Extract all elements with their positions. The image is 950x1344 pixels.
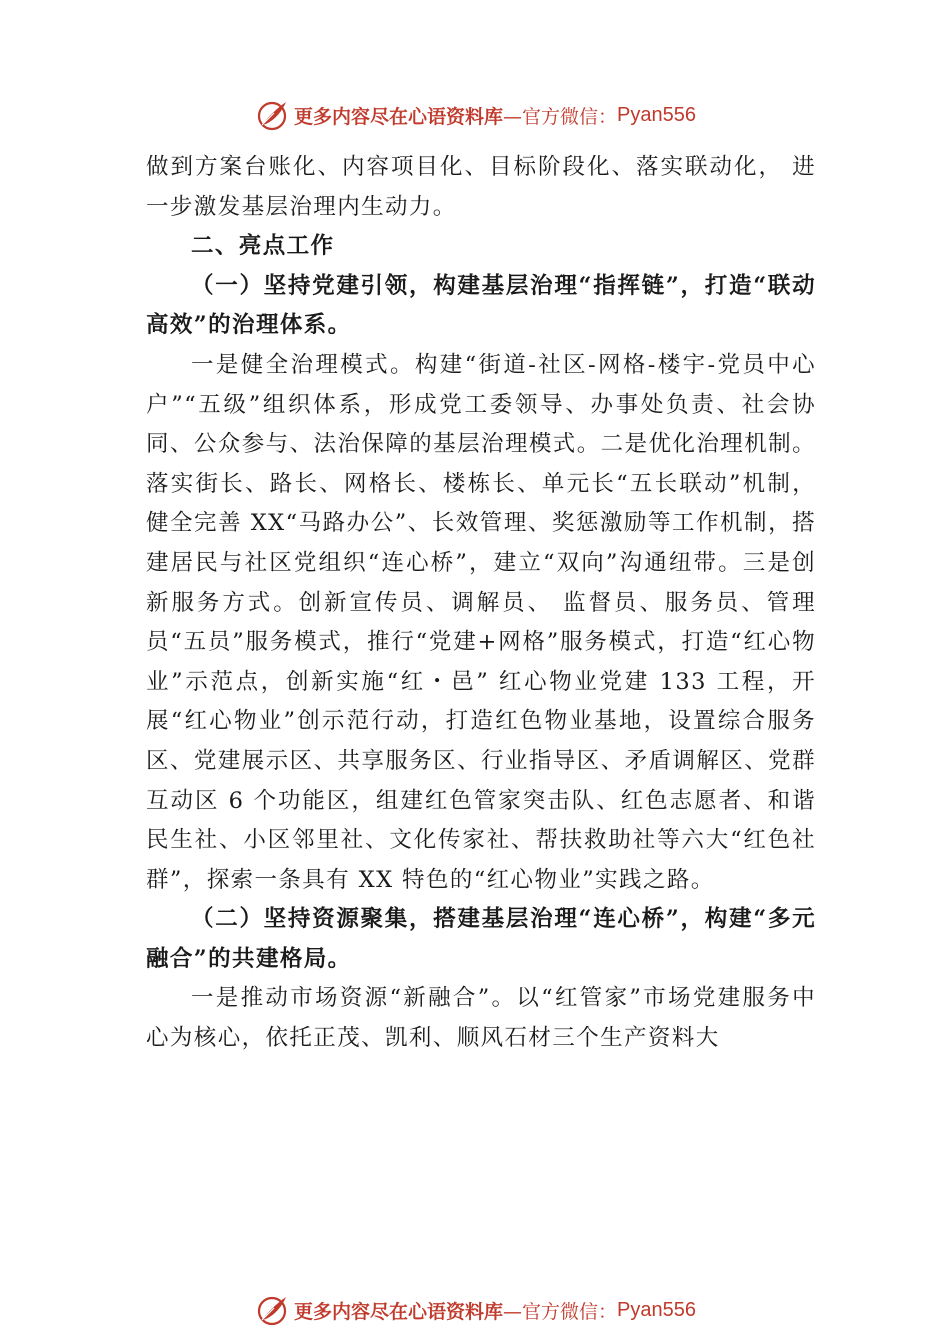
subsection-heading-1: （一）坚持党建引领，构建基层治理“指挥链”，打造“联动高效”的治理体系。 (146, 272, 816, 339)
paragraph-governance: 一是健全治理模式。构建“街道-社区-网格-楼宇-党员中心户”“五级”组织体系，形成党工委领导、办事处负责、社会协同、公众参与、法治保障的基层治理模式。二是优化治理机制。落实街长、路长、网格长、楼栋长、单元长“五长联动”机制，健全完善 XX“马路办公”、长效管理、奖惩激励等工作机制，搭建居民与社区党组织“连心桥”，建立“双向”沟通纽带。三是创新服务方式。创新宣传员、调解员、 监督员、服务员、管理员“五员”服务模式，推行“党建+网格”服务模式，打造“红心物业”示范点，创新实施“红・邑” 红心物业党建 133 工程，开展“红心物业”创示范行动，打造红色物业基地，设置综合服务区、党建展示区、共享服务区、行业指导区、矛盾调解区、党群互动区 6 个功能区，组建红色管家突击队、红色志愿者、和谐民生社、小区邻里社、文化传家社、帮扶救助社等六大“红色社群”，探索一条具有 XX 特色的“红心物业”实践之路。 (146, 351, 816, 893)
banner-brand-text: 更多内容尽在心语资料库 (294, 105, 504, 128)
banner-account-id: Pyan556 (617, 1298, 696, 1321)
paragraph-resources: 一是推动市场资源“新融合”。以“红管家”市场党建服务中心为核心，依托正茂、凯利、顺风石材三个生产资料大 (146, 985, 816, 1052)
banner-official-label: —官方微信： (503, 105, 618, 128)
banner-account-id: Pyan556 (617, 103, 696, 126)
feather-quill-icon (254, 97, 290, 133)
document-body (146, 148, 816, 1059)
subsection-heading-2: （二）坚持资源聚集，搭建基层治理“连心桥”，构建“多元融合”的共建格局。 (146, 906, 816, 972)
footer-banner (0, 1290, 950, 1330)
paragraph-continuation: 做到方案台账化、内容项目化、目标阶段化、落实联动化， 进一步激发基层治理内生动力。 (146, 154, 816, 220)
feather-quill-icon (254, 1292, 290, 1328)
banner-official-label: —官方微信： (503, 1300, 618, 1323)
banner-brand-text: 更多内容尽在心语资料库 (294, 1300, 504, 1323)
header-banner (0, 95, 950, 135)
section-heading: 二、亮点工作 (191, 233, 335, 260)
